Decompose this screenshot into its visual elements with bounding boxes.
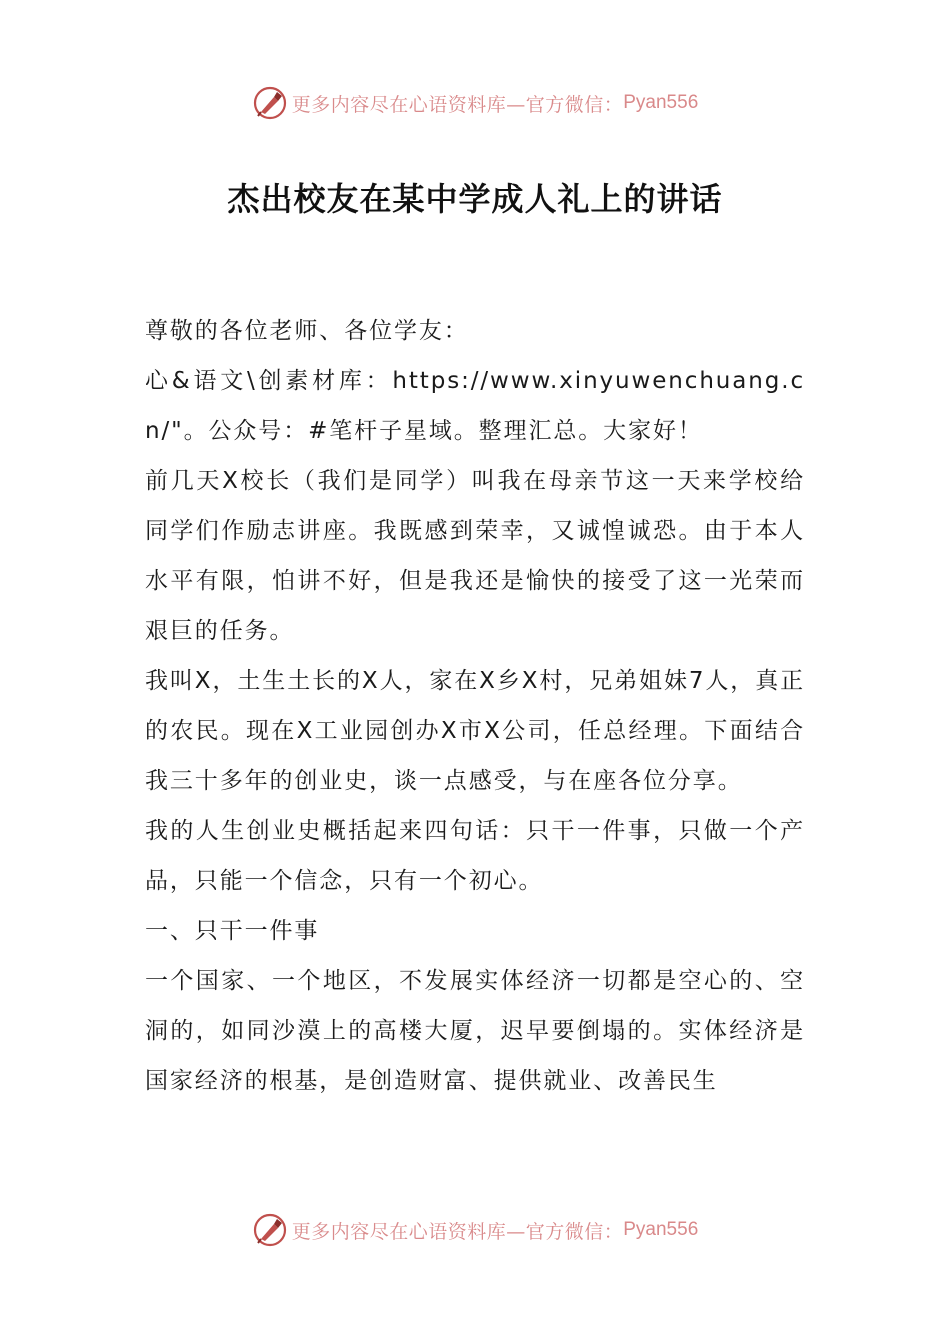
paragraph-section-1-body: 一个国家、一个地区，不发展实体经济一切都是空心的、空洞的，如同沙漠上的高楼大厦，迟早要倒塌的。实体经济是国家经济的根基，是创造财富、提供就业、改善民生 — [145, 968, 805, 1094]
watermark-wechat-id: Pyan556 — [623, 1219, 699, 1240]
footer-watermark-banner — [0, 1210, 950, 1250]
watermark-wechat-id: Pyan556 — [623, 92, 699, 113]
paragraph-source-note: 心&语文\创素材库：https://www.xinyuwenchuang.cn/"。公众号：#笔杆子星域。整理汇总。大家好！ — [145, 368, 805, 444]
paragraph-intro: 前几天X校长（我们是同学）叫我在母亲节这一天来学校给同学们作励志讲座。我既感到荣幸，又诚惶诚恐。由于本人水平有限，怕讲不好，但是我还是愉快的接受了这一光荣而艰巨的任务。 — [145, 468, 805, 644]
watermark-text: 更多内容尽在心语资料库—官方微信： — [291, 1220, 624, 1243]
paragraph-self-introduction: 我叫X，土生土长的X人，家在X乡X村，兄弟姐妹7人，真正的农民。现在X工业园创办X市X公司，任总经理。下面结合我三十多年的创业史，谈一点感受，与在座各位分享。 — [145, 668, 805, 794]
section-heading-1: 一、只干一件事 — [145, 918, 320, 944]
document-title: 杰出校友在某中学成人礼上的讲话 — [227, 180, 723, 218]
paragraph-salutation: 尊敬的各位老师、各位学友： — [145, 318, 469, 344]
document-body — [145, 306, 805, 1106]
pen-nib-logo-icon — [252, 1212, 288, 1248]
watermark-text: 更多内容尽在心语资料库—官方微信： — [291, 93, 624, 116]
header-watermark-banner — [0, 83, 950, 123]
paragraph-summary: 我的人生创业史概括起来四句话：只干一件事，只做一个产品，只能一个信念，只有一个初心。 — [145, 818, 805, 894]
pen-nib-logo-icon — [252, 85, 288, 121]
